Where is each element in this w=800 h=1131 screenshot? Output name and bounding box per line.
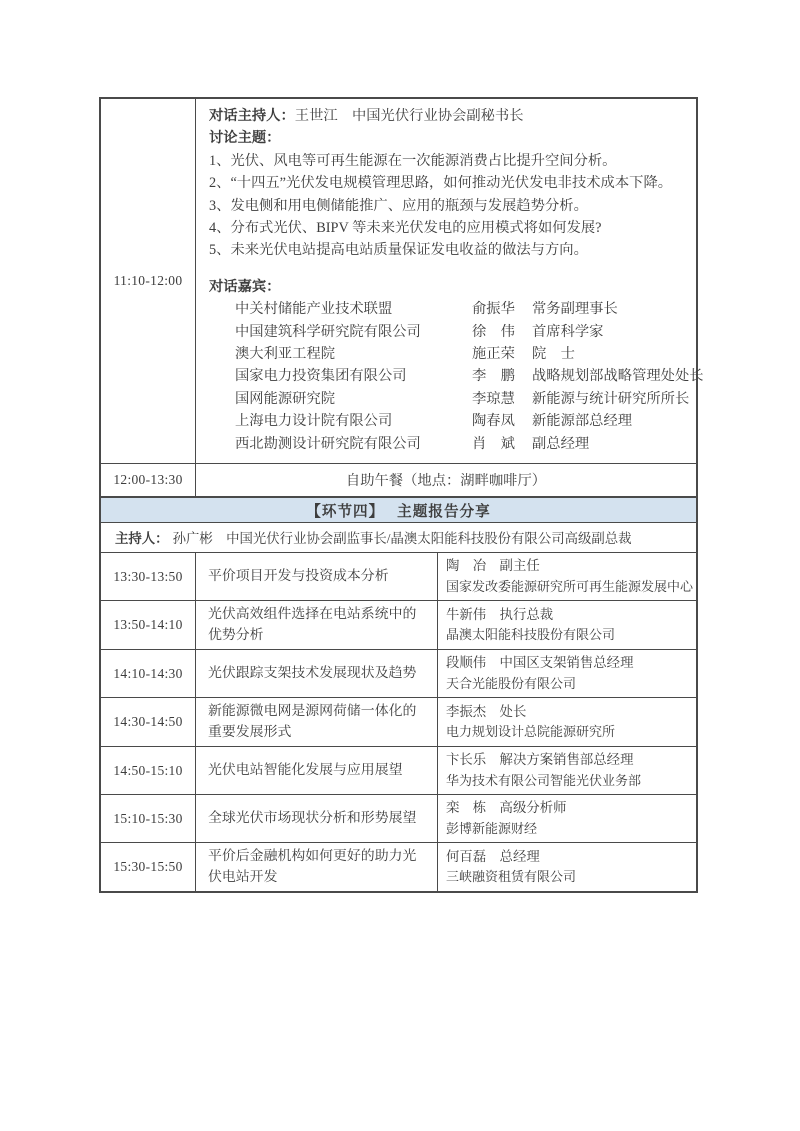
guest-name: 肖 斌 xyxy=(472,435,515,452)
dialog-host-line xyxy=(209,105,704,127)
guest-title: 副总经理 xyxy=(532,435,590,452)
topic-item: 4、分布式光伏、BIPV 等未来光伏发电的应用模式将如何发展? xyxy=(209,220,602,237)
moderator-label: 主持人： xyxy=(115,531,169,547)
speaker-name-title: 何百磊 总经理 xyxy=(446,848,540,864)
speaker-name-title: 陶 冶 副主任 xyxy=(446,558,540,574)
guest-org: 国家电力投资集团有限公司 xyxy=(235,368,407,385)
guest-name: 施正荣 xyxy=(472,346,515,363)
time-cell xyxy=(101,843,196,891)
session-speaker-cell xyxy=(438,698,696,746)
guest-org: 上海电力设计院有限公司 xyxy=(235,413,393,430)
session-topic: 平价后金融机构如何更好的助力光伏电站开发 xyxy=(196,843,438,891)
time-cell xyxy=(101,464,196,496)
speaker-org: 国家发改委能源研究所可再生能源发展中心 xyxy=(446,578,694,594)
time-label: 14:10-14:30 xyxy=(113,665,183,681)
speaker-name-title: 牛新伟 执行总裁 xyxy=(446,606,554,622)
section-header-band xyxy=(101,496,696,523)
table-row-session xyxy=(101,600,696,649)
guest-title: 新能源与统计研究所所长 xyxy=(532,390,690,407)
guest-row xyxy=(209,298,704,320)
guest-row xyxy=(209,410,704,432)
time-label: 14:50-15:10 xyxy=(113,762,183,778)
table-row-session xyxy=(101,649,696,697)
table-row-lunch xyxy=(101,463,696,496)
table-row-session xyxy=(101,794,696,842)
speaker-name-title: 李振杰 处长 xyxy=(446,703,527,719)
table-row-session xyxy=(101,746,696,794)
speaker-org: 天合光能股份有限公司 xyxy=(446,675,577,691)
guest-name: 李 鹏 xyxy=(472,368,515,385)
guests-label: 对话嘉宾： xyxy=(209,278,281,295)
time-cell xyxy=(101,601,196,649)
guest-name: 俞振华 xyxy=(472,301,515,318)
guest-title: 新能源部总经理 xyxy=(532,413,633,430)
guest-name: 李琼慧 xyxy=(472,390,515,407)
dialog-host-label: 对话主持人： xyxy=(209,108,295,124)
guest-org: 西北勘测设计研究院有限公司 xyxy=(235,435,421,452)
session-topic: 光伏跟踪支架技术发展现状及趋势 xyxy=(196,650,438,697)
speaker-org: 电力规划设计总院能源研究所 xyxy=(446,724,616,740)
guest-title: 首席科学家 xyxy=(532,323,604,340)
time-cell xyxy=(101,99,196,463)
table-row-session xyxy=(101,842,696,891)
panel-discussion-cell xyxy=(196,99,712,463)
session-speaker-cell xyxy=(438,747,696,794)
time-cell xyxy=(101,747,196,794)
topic-item: 1、光伏、风电等可再生能源在一次能源消费占比提升空间分析。 xyxy=(209,152,617,169)
guest-title: 常务副理事长 xyxy=(532,301,618,318)
table-row-session xyxy=(101,552,696,600)
session-topic: 新能源微电网是源网荷储一体化的重要发展形式 xyxy=(196,698,438,746)
session-topic: 光伏电站智能化发展与应用展望 xyxy=(196,747,438,794)
guest-org: 国网能源研究院 xyxy=(235,390,336,407)
session-speaker-cell xyxy=(438,843,696,891)
table-row-session xyxy=(101,697,696,746)
speaker-org: 彭博新能源财经 xyxy=(446,820,538,836)
time-label: 12:00-13:30 xyxy=(113,472,183,488)
session-speaker-cell xyxy=(438,601,696,649)
session-speaker-cell xyxy=(438,795,696,842)
speaker-name-title: 段顺伟 中国区支架销售总经理 xyxy=(446,655,634,671)
guest-title: 战略规划部战略管理处处长 xyxy=(532,368,704,385)
guest-row xyxy=(209,433,704,455)
time-label: 14:30-14:50 xyxy=(113,714,183,730)
guest-org: 中关村储能产业技术联盟 xyxy=(235,301,393,318)
guest-title: 院 士 xyxy=(532,346,575,363)
session-speaker-cell xyxy=(438,553,697,600)
session-topic: 光伏高效组件选择在电站系统中的优势分析 xyxy=(196,601,438,649)
guest-row xyxy=(209,343,704,365)
session-topic: 平价项目开发与投资成本分析 xyxy=(196,553,438,600)
time-label: 11:10-12:00 xyxy=(113,273,183,289)
section-header-title: 【环节四】 主题报告分享 xyxy=(306,503,491,520)
guest-row xyxy=(209,365,704,387)
time-label: 13:50-14:10 xyxy=(113,617,183,633)
speaker-org: 三峡融资租赁有限公司 xyxy=(446,869,577,885)
speaker-org: 晶澳太阳能科技股份有限公司 xyxy=(446,627,616,643)
topic-item: 5、未来光伏电站提高电站质量保证发电收益的做法与方向。 xyxy=(209,242,588,259)
moderator-value: 孙广彬 中国光伏行业协会副监事长/晶澳太阳能科技股份有限公司高级副总裁 xyxy=(172,531,632,547)
time-label: 15:10-15:30 xyxy=(113,810,183,826)
guest-row xyxy=(209,321,704,343)
dialog-host-value: 王世江 中国光伏行业协会副秘书长 xyxy=(294,108,524,124)
topic-item: 2、“十四五”光伏发电规模管理思路，如何推动光伏发电非技术成本下降。 xyxy=(209,175,673,192)
guest-org: 澳大利亚工程院 xyxy=(235,346,336,363)
moderator-cell xyxy=(101,523,696,552)
speaker-name-title: 栾 栋 高级分析师 xyxy=(446,800,567,816)
speaker-name-title: 卞长乐 解决方案销售部总经理 xyxy=(446,752,634,768)
guest-name: 徐 伟 xyxy=(472,323,515,340)
time-label: 13:30-13:50 xyxy=(113,568,183,584)
guest-name: 陶春凤 xyxy=(472,413,515,430)
time-cell xyxy=(101,553,196,600)
lunch-text: 自助午餐（地点：湖畔咖啡厅） xyxy=(345,473,547,490)
table-row-panel-discussion xyxy=(101,99,704,463)
table-row-moderator xyxy=(101,523,696,552)
lunch-cell xyxy=(196,464,696,496)
speaker-org: 华为技术有限公司智能光伏业务部 xyxy=(446,772,642,788)
time-cell xyxy=(101,698,196,746)
topic-item: 3、发电侧和用电侧储能推广、应用的瓶颈与发展趋势分析。 xyxy=(209,197,588,214)
guest-row xyxy=(209,388,704,410)
session-speaker-cell xyxy=(438,650,696,697)
agenda-table xyxy=(99,97,704,893)
time-cell xyxy=(101,795,196,842)
guest-org: 中国建筑科学研究院有限公司 xyxy=(235,323,421,340)
topics-label: 讨论主题： xyxy=(209,130,281,147)
time-cell xyxy=(101,650,196,697)
session-topic: 全球光伏市场现状分析和形势展望 xyxy=(196,795,438,842)
time-label: 15:30-15:50 xyxy=(113,859,183,875)
